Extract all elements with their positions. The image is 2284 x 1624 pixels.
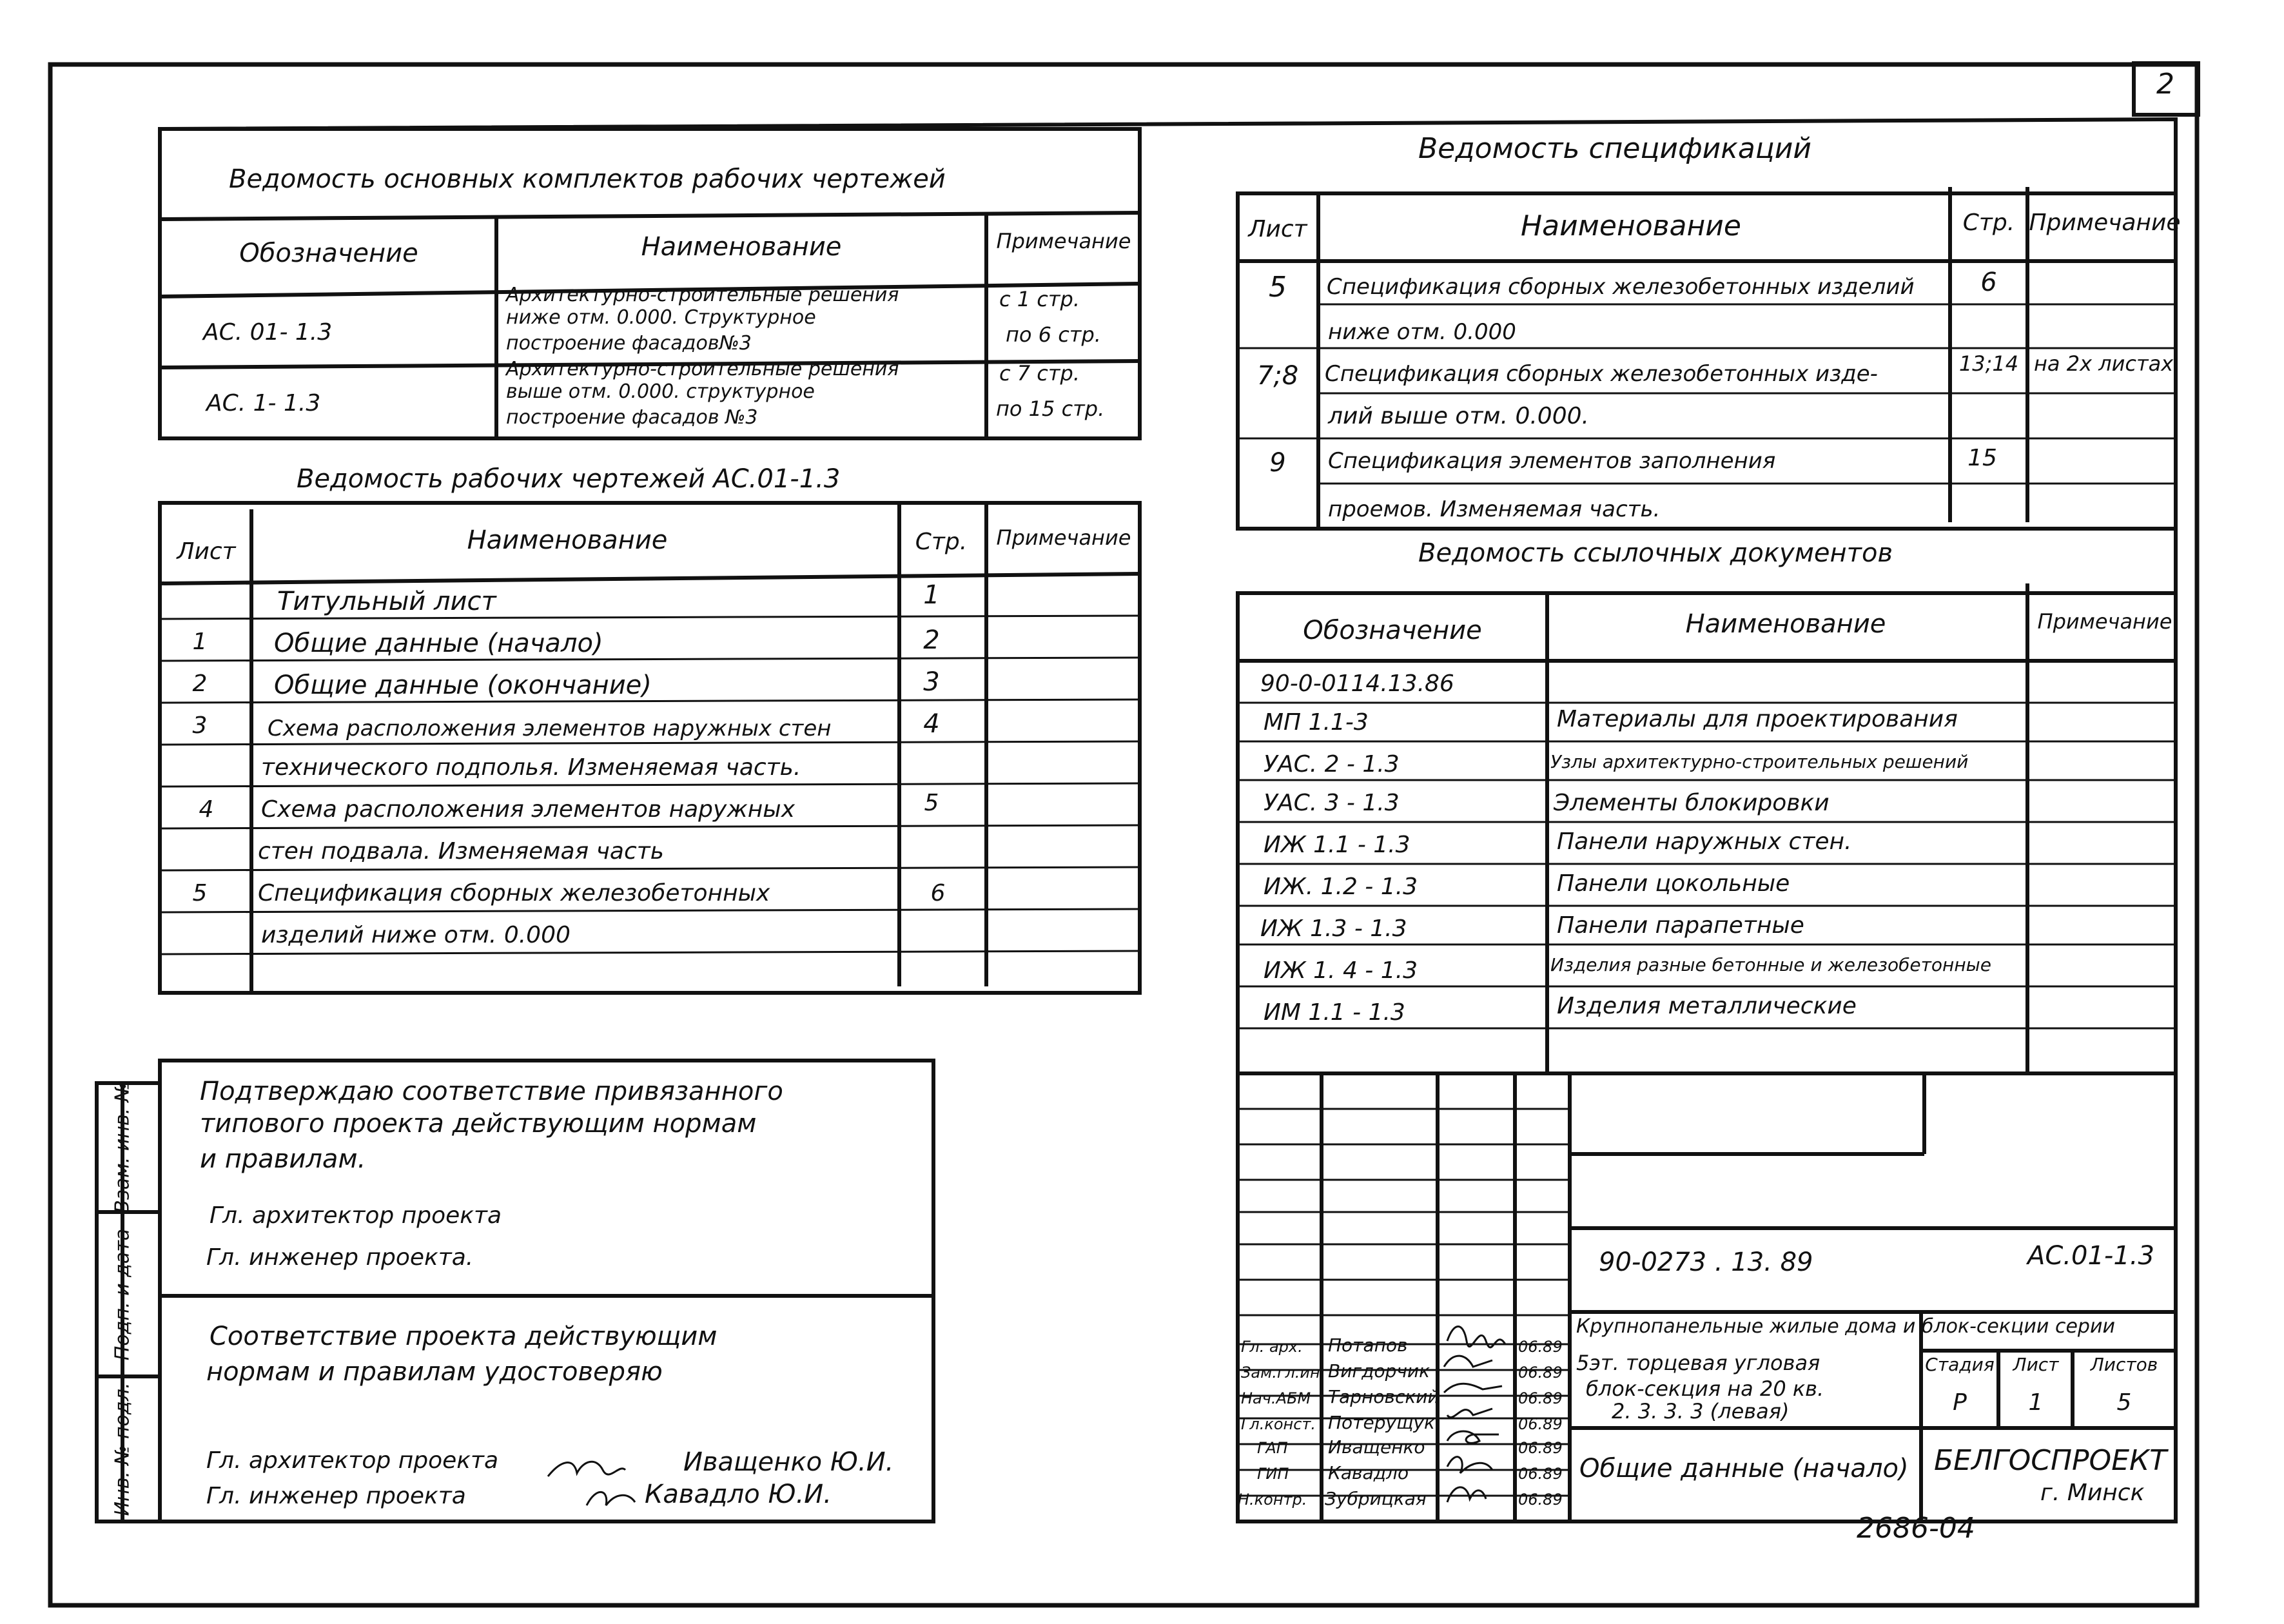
wd-row-3-page: 3 [923, 667, 940, 697]
spec-header-page: Стр. [1962, 210, 2015, 236]
main-sets-title: Ведомость основных комплектов рабочих чертежей [229, 164, 946, 194]
staff-4-role: Гл.конст. [1241, 1415, 1316, 1433]
specifications-title: Ведомость спецификаций [1418, 132, 1811, 165]
staff-6-name: Кавадло [1328, 1462, 1409, 1483]
spec-row-3-sheet: 7;8 [1256, 361, 1299, 391]
ref-row-5-code: ИЖ 1.1 - 1.3 [1264, 832, 1410, 858]
wd-row-1-page: 1 [923, 580, 940, 610]
main-sets-row-1-note-1: с 1 стр. [999, 287, 1080, 311]
title-block-section-1: 5эт. торцевая угловая [1576, 1351, 1820, 1375]
side-stamp-replaced: Взам. инв. № [111, 1082, 134, 1213]
cert1-line-2: типового проекта действующим нормам [200, 1109, 757, 1139]
wd-row-7-name: стен подвала. Изменяемая часть [258, 838, 664, 865]
cert2-name-engineer: Кавадло Ю.И. [645, 1480, 832, 1509]
wd-row-6-sheet: 4 [199, 796, 214, 823]
sheet-number: 2 [2156, 68, 2174, 101]
spec-header-sheet: Лист [1248, 216, 1307, 242]
title-block-sheet-title: Общие данные (начало) [1579, 1454, 1909, 1483]
staff-1-date: 06.89 [1518, 1338, 1563, 1356]
title-block-sheet-header: Лист [2013, 1354, 2059, 1375]
main-sets-row-1-name-3: построение фасадов№3 [506, 332, 752, 355]
cert2-name-architect: Иващенко Ю.И. [683, 1447, 894, 1477]
main-sets-row-1-code: АС. 01- 1.3 [203, 319, 333, 346]
ref-row-7-code: ИЖ 1.3 - 1.3 [1260, 915, 1407, 942]
references-title: Ведомость ссылочных документов [1418, 538, 1893, 568]
wd-row-4-name: Схема расположения элементов наружных стен [268, 716, 832, 741]
title-block-set-code: АС.01-1.3 [2027, 1241, 2154, 1271]
ref-row-6-code: ИЖ. 1.2 - 1.3 [1264, 874, 1418, 900]
title-block-section-3: 2. 3. 3. 3 (левая) [1612, 1399, 1790, 1423]
main-sets-header-name: Наименование [641, 232, 842, 262]
main-sets-row-2-note-2: по 15 стр. [996, 396, 1105, 421]
cert2-line-2: нормам и правилам удостоверяю [206, 1357, 663, 1387]
wd-row-8-sheet: 5 [192, 880, 208, 906]
staff-3-role: Нач.АБМ [1241, 1389, 1311, 1407]
wd-row-6-name: Схема расположения элементов наружных [261, 796, 795, 823]
ref-row-8-name: Изделия разные бетонные и железобетонные [1550, 954, 1991, 975]
working-drawings-header-name: Наименование [467, 525, 668, 555]
ref-row-2-code: МП 1.1-3 [1264, 709, 1369, 736]
spec-row-3-page: 13;14 [1958, 351, 2019, 376]
spec-row-3-name: Спецификация сборных железобетонных изде- [1325, 361, 1878, 387]
staff-6-date: 06.89 [1518, 1465, 1563, 1483]
staff-3-name: Тарновский [1328, 1386, 1440, 1407]
main-sets-row-2-name-3: построение фасадов №3 [506, 406, 758, 429]
working-drawings-header-sheet: Лист [177, 538, 236, 565]
working-drawings-header-note: Примечание [996, 525, 1131, 550]
title-block-sheets-header: Листов [2090, 1354, 2158, 1375]
ref-row-7-name: Панели парапетные [1557, 912, 1804, 939]
cert1-role-engineer: Гл. инженер проекта. [206, 1244, 474, 1271]
ref-header-code: Обозначение [1303, 616, 1482, 645]
spec-header-note: Примечание [2029, 210, 2181, 236]
cert1-line-1: Подтверждаю соответствие привязанного [200, 1077, 783, 1106]
staff-7-name: Зубрицкая [1325, 1488, 1427, 1509]
wd-row-4-page: 4 [923, 709, 940, 739]
ref-row-6-name: Панели цокольные [1557, 870, 1790, 897]
wd-row-2-page: 2 [923, 625, 940, 655]
spec-row-1-page: 6 [1980, 268, 1997, 297]
staff-7-date: 06.89 [1518, 1491, 1563, 1509]
staff-3-date: 06.89 [1518, 1389, 1563, 1407]
cert2-role-engineer: Гл. инженер проекта [206, 1483, 466, 1509]
side-stamp-inventory: Инв. № подл. [111, 1382, 134, 1516]
staff-5-name: Иващенко [1328, 1436, 1425, 1458]
staff-4-date: 06.89 [1518, 1415, 1563, 1433]
title-block-doc-code: 90-0273 . 13. 89 [1599, 1247, 1813, 1277]
ref-row-4-code: УАС. 3 - 1.3 [1264, 790, 1400, 816]
wd-row-9-name: изделий ниже отм. 0.000 [261, 922, 571, 948]
wd-row-4-sheet: 3 [192, 712, 208, 739]
staff-5-date: 06.89 [1518, 1439, 1563, 1457]
spec-row-2-name: ниже отм. 0.000 [1328, 319, 1516, 345]
ref-row-5-name: Панели наружных стен. [1557, 828, 1852, 855]
wd-row-8-page: 6 [930, 880, 946, 906]
staff-2-name: Вигдорчик [1328, 1360, 1430, 1382]
title-block-stage-header: Стадия [1925, 1354, 1995, 1375]
cert2-line-1: Соответствие проекта действующим [210, 1322, 717, 1351]
main-sets-row-1-name-2: ниже отм. 0.000. Структурное [506, 306, 816, 329]
main-sets-row-2-code: АС. 1- 1.3 [206, 390, 321, 416]
spec-row-5-name: Спецификация элементов заполнения [1328, 448, 1776, 474]
wd-row-3-name: Общие данные (окончание) [274, 670, 652, 700]
staff-1-role: Гл. арх. [1241, 1338, 1303, 1356]
cert2-role-architect: Гл. архитектор проекта [206, 1447, 499, 1474]
cert1-line-3: и правилам. [200, 1144, 366, 1174]
main-sets-row-2-note-1: с 7 стр. [999, 361, 1080, 386]
title-block-stage: Р [1953, 1389, 1967, 1416]
wd-row-2-sheet: 1 [192, 629, 208, 655]
staff-5-role: ГАП [1257, 1439, 1288, 1457]
title-block-project-title: Крупнопанельные жилые дома и блок-секции серии [1576, 1315, 2115, 1338]
ref-row-9-code: ИМ 1.1 - 1.3 [1264, 999, 1405, 1026]
main-sets-row-1-note-2: по 6 стр. [1006, 322, 1101, 347]
staff-7-role: Н.контр. [1238, 1491, 1307, 1509]
title-block-section-2: блок-секция на 20 кв. [1586, 1376, 1824, 1401]
wd-row-6-page: 5 [924, 790, 939, 816]
spec-row-1-sheet: 5 [1269, 271, 1287, 304]
title-block-sheets-total: 5 [2116, 1389, 2132, 1416]
ref-row-9-name: Изделия металлические [1557, 993, 1857, 1019]
staff-2-role: Зам.гл.ин [1241, 1364, 1320, 1382]
main-sets-header-note: Примечание [996, 229, 1131, 253]
spec-row-3-note: на 2х листах [2034, 351, 2174, 376]
ref-row-1-code: 90-0-0114.13.86 [1260, 670, 1454, 697]
working-drawings-title: Ведомость рабочих чертежей АС.01-1.3 [297, 464, 841, 494]
wd-row-8-name: Спецификация сборных железобетонных [258, 880, 770, 906]
side-stamp-signature-date: Подп. и дата [111, 1228, 134, 1361]
main-sets-row-2-name-1: Архитектурно-строительные решения [506, 358, 899, 380]
wd-row-1-name: Титульный лист [277, 587, 496, 616]
spec-header-name: Наименование [1521, 210, 1741, 242]
ref-header-name: Наименование [1685, 609, 1886, 639]
ref-row-3-code: УАС. 2 - 1.3 [1264, 751, 1400, 778]
spec-row-1-name: Спецификация сборных железобетонных изделий [1327, 274, 1915, 300]
ref-row-2-name: Материалы для проектирования [1557, 706, 1958, 732]
main-sets-row-2-name-2: выше отм. 0.000. структурное [506, 380, 815, 403]
spec-row-5-sheet: 9 [1269, 448, 1286, 478]
title-block-org: БЕЛГОСПРОЕКТ [1934, 1444, 2167, 1477]
spec-row-6-name: проемов. Изменяемая часть. [1328, 496, 1661, 522]
title-block-sheet: 1 [2028, 1389, 2044, 1416]
staff-4-name: Потерущук [1328, 1412, 1435, 1433]
staff-1-name: Потапов [1328, 1335, 1408, 1356]
archive-number: 2686-04 [1857, 1512, 1975, 1545]
wd-row-2-name: Общие данные (начало) [274, 629, 603, 658]
staff-6-role: ГИП [1257, 1465, 1289, 1483]
title-block-city: г. Минск [2040, 1480, 2145, 1506]
main-sets-row-1-name-1: Архитектурно-строительные решения [506, 284, 899, 306]
wd-row-5-name: технического подполья. Изменяемая часть. [261, 754, 801, 781]
spec-row-4-name: лий выше отм. 0.000. [1328, 403, 1589, 429]
staff-2-date: 06.89 [1518, 1364, 1563, 1382]
ref-header-note: Примечание [2037, 609, 2172, 634]
ref-row-4-name: Элементы блокировки [1554, 790, 1830, 816]
spec-row-5-page: 15 [1967, 445, 1997, 471]
wd-row-3-sheet: 2 [192, 670, 208, 697]
ref-row-8-code: ИЖ 1. 4 - 1.3 [1264, 957, 1418, 984]
ref-row-3-name: Узлы архитектурно-строительных решений [1550, 751, 1969, 772]
cert1-role-architect: Гл. архитектор проекта [210, 1202, 502, 1229]
working-drawings-header-page: Стр. [915, 529, 968, 555]
main-sets-header-code: Обозначение [239, 239, 418, 268]
